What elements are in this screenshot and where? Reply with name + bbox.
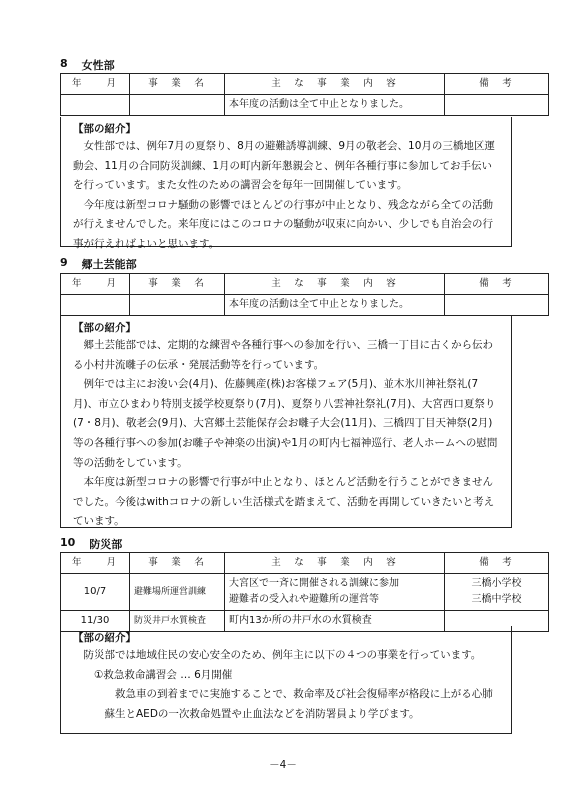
section-10-heading	[60, 536, 122, 552]
intro-label: 【部の紹介】	[73, 632, 136, 644]
paragraph: 郷土芸能部では、定期的な練習や各種行事への参加を行い、三橋一丁目に古くから伝わる小村井流囃子の伝承・発展活動等を行っています。	[73, 339, 493, 371]
header-name: 事 業 名	[130, 74, 225, 95]
section-number: 9	[60, 256, 68, 269]
table-header-row	[61, 553, 549, 574]
header-content: 主 な 事 業 内 容	[225, 274, 445, 295]
row-note-line: 三橋中学校	[471, 594, 522, 605]
header-note: 備 考	[445, 274, 549, 295]
header-date: 年 月	[61, 274, 130, 295]
section-8-heading	[60, 57, 115, 73]
row-name: 防災井戸水質検査	[130, 611, 225, 632]
section-title: 女性部	[81, 59, 115, 72]
section-title: 防災部	[89, 538, 123, 551]
section-title: 郷土芸能部	[81, 258, 137, 271]
section-9-intro-box	[60, 316, 512, 528]
paragraph: 例年では主にお浚い会(4月)、佐藤興産(株)お客様フェア(5月)、並木氷川神社祭礼(7月)、市立ひまわり特別支援学校夏祭り(7月)、夏祭り八雲神社祭礼(7月)、大宮西口夏祭り(7・8月)、敬老会(9月)、大宮郷土芸能保存会お囃子大会(11月)、三橋四丁目天神祭(2月)等の各種行事への参加(お囃子や神楽の出演)や1月の町内七福神巡行、老人ホームへの慰問等の活動をしています。	[73, 378, 498, 469]
section-10-intro-box	[60, 626, 512, 734]
table-header-row	[61, 74, 549, 95]
section-number: 8	[60, 57, 68, 70]
page-number: －4－	[269, 759, 297, 771]
header-note: 備 考	[445, 553, 549, 574]
row-note	[445, 574, 549, 611]
section-number: 10	[60, 536, 76, 549]
header-name: 事 業 名	[130, 274, 225, 295]
row-content: 町内13か所の井戸水の水質検査	[225, 611, 445, 632]
paragraph: 今年度は新型コロナ騒動の影響でほとんどの行事が中止となり、残念ながら全ての活動が行えませんでした。来年度にはこのコロナの騒動が収束に向かい、少しでも自治会の行事が行えればよいと思います。	[73, 198, 493, 250]
header-note: 備 考	[445, 74, 549, 95]
paragraph: 救急車の到着までに実施することで、救命率及び社会復帰率が格段に上がる心肺蘇生とAEDの一次救命処置や止血法などを消防署員より学びます。	[104, 688, 493, 720]
row-date: 10/7	[61, 574, 130, 611]
section-9-heading	[60, 256, 137, 272]
row-content	[225, 574, 445, 611]
row-content-line: 大宮区で一斉に開催される訓練に参加	[229, 578, 399, 589]
header-name: 事 業 名	[130, 553, 225, 574]
header-content: 主 な 事 業 内 容	[225, 74, 445, 95]
section-8-table	[60, 73, 549, 116]
row-name: 避難場所運営訓練	[130, 574, 225, 611]
header-content: 主 な 事 業 内 容	[225, 553, 445, 574]
intro-label: 【部の紹介】	[73, 123, 136, 135]
list-item: ①救急救命講習会 … 6月開催	[94, 668, 233, 681]
header-date: 年 月	[61, 74, 130, 95]
paragraph: 本年度は新型コロナの影響で行事が中止となり、ほとんど活動を行うことができませんでした。今後はwithコロナの新しい生活様式を踏まえて、活動を再開していきたいと考えています。	[73, 476, 495, 528]
row-content: 本年度の活動は全て中止となりました。	[225, 95, 445, 116]
section-10-table	[60, 552, 549, 632]
section-9-table	[60, 273, 549, 316]
row-note-line: 三橋小学校	[471, 578, 522, 589]
section-8-intro-box	[60, 117, 512, 250]
table-row	[61, 95, 549, 116]
paragraph: 女性部では、例年7月の夏祭り、8月の避難誘導訓練、9月の敬老会、10月の三橋地区運動会、11月の合同防災訓練、1月の町内新年懇親会と、例年各種行事に参加してお手伝いを行っています。また女性のための講習会を毎年一回開催しています。	[73, 140, 495, 192]
header-date: 年 月	[61, 553, 130, 574]
table-row	[61, 574, 549, 611]
row-date: 11/30	[61, 611, 130, 632]
table-row	[61, 295, 549, 316]
table-header-row	[61, 274, 549, 295]
row-content-line: 避難者の受入れや避難所の運営等	[229, 594, 379, 605]
intro-label: 【部の紹介】	[73, 322, 136, 334]
row-content: 本年度の活動は全て中止となりました。	[225, 295, 445, 316]
paragraph: 防災部では地域住民の安心安全のため、例年主に以下の４つの事業を行っています。	[83, 649, 482, 661]
